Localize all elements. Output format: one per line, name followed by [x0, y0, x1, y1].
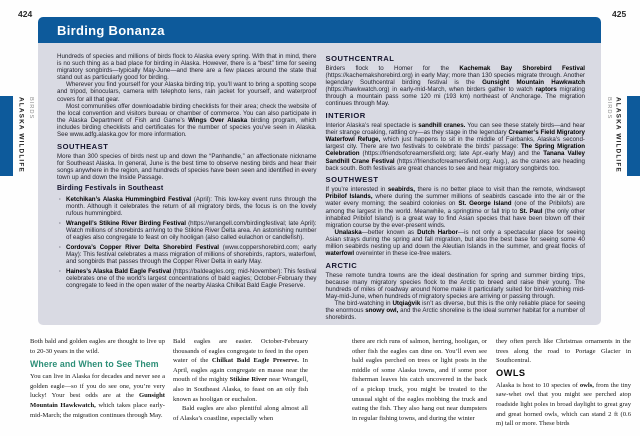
- southwest-heading: SOUTHWEST: [325, 175, 379, 185]
- margin-tab-title-right: ALASKA WILDLIFE: [614, 97, 622, 173]
- bald-eagle-paragraph-1: Bald eagles are easier. October-February thousands of eagles congregate to feed in the open water of the Chilkat Bald Eagle Preserve. In April, eagles again congregate en masse near the mouth of the mighty Stikine River near Wrangell, also in Southeast Alaska, to feast on an oily fish known as hooligan or euchalon.: [173, 338, 308, 403]
- owls-paragraph: Alaska is host to 10 species of owls, from the tiny saw-whet owl that you might see perched atop roadside light poles in broad daylight to great gray and great horned owls, which can stand 2 ft (0.6 m) tall or more. These birds: [496, 381, 632, 428]
- intro-paragraph-1: Hundreds of species and millions of birds flock to Alaska every spring. With that in mind, there is no such thing as a bad place for birding in Alaska. However, there is a “best” time for seeing migratory songbirds—typically May-June—and there are a few places around the state that stand out as particularly good for birding.: [57, 53, 317, 82]
- festival-item-wrangell: · Wrangell’s Stikine River Birding Festival (https://wrangell.com/birdingfestival; late April): Watch millions of shorebirds arriving to the Stikine River Delta area. An astonishing number of eagles also congregate to feast on oily hooligan (also called eulachon or candlefish).: [57, 220, 317, 241]
- festival-list: [57, 196, 317, 290]
- southeast-heading: SOUTHEAST: [57, 141, 109, 151]
- margin-tab-left: [0, 96, 13, 176]
- festival-item-haines: · Haines’s Alaska Bald Eagle Festival (https://baldeagles.org; mid-November): This festival celebrates one of the world’s largest concentrations of bald eagles; October-February they congregate to feed in the open water of the nearby Alaska Chilkat Bald Eagle Preserve.: [57, 268, 317, 289]
- bald-eagle-paragraph-3: there are rich runs of salmon, herring, hooligan, or other fish the eagles can dine on. You’ll even see bald eagles perched on trees or light posts in the middle of some Alaska towns, and if some poor fisherman leaves his catch uncovered in the back of a pickup truck, you might be treated to the unusual sight of the eagles mobbing the truck and eating the fish. They also hang out near dumpsters in regular fishing towns, and during the winter: [352, 338, 487, 422]
- feature-box-header: [38, 17, 601, 43]
- arctic-heading: ARCTIC: [325, 260, 358, 270]
- feature-box-column-right: [326, 53, 586, 320]
- feature-box: [38, 17, 601, 325]
- festival-item-cordova: · Cordova’s Copper River Delta Shorebird Festival (www.coppershorebird.com; early May): This festival celebrates a mass migration of millions of shorebirds, raptors, waterfowl, and songbirds that passes through the Copper River Delta in early May.: [57, 244, 317, 265]
- feature-box-title: Birding Bonanza: [57, 22, 165, 38]
- southcentral-heading: SOUTHCENTRAL: [325, 54, 395, 63]
- portage-glacier-paragraph: they often perch like Christmas ornaments in the trees along the road to Portage Glacier in Southcentral.: [496, 338, 631, 365]
- interior-heading: INTERIOR: [325, 111, 366, 121]
- page-number-left: 424: [18, 9, 33, 19]
- margin-tab-subtitle-right: BIRDS: [605, 97, 612, 120]
- southwest-paragraph-2: Unalaska—better known as Dutch Harbor—is not only a spectacular place for seeing Asian strays during the spring and fall migration, but also the best base for seeing some 40 million seabirds nesting up and down the Aleutian Islands in the summer, and great flocks of waterfowl overwinter in these ice-free waters.: [325, 228, 585, 258]
- bald-eagle-paragraph-2: Bald eagles are also plentiful along almost all of Alaska’s coastline, especially when: [173, 405, 308, 422]
- arctic-paragraph-2: The bird-watching in Utqiaġvik isn’t as diverse, but this is the only reliable place for seeing the enormous snowy owl, and the Arctic shoreline is the ideal summer habitat for a number of shorebirds.: [325, 300, 585, 322]
- where-when-heading: Where and When to See Them: [30, 359, 159, 370]
- article-bottom: [30, 337, 632, 436]
- festival-item-ketchikan: · Ketchikan’s Alaska Hummingbird Festival (April): This low-key event runs through the month. Although it celebrates the return of all migratory birds, the focus is on the lovely rufous hummingbird.: [57, 196, 317, 217]
- southcentral-paragraph: Birders flock to Homer for the Kachemak Bay Shorebird Festival (https://kachemakshorebird.org) in early May; more than 130 species migrate through. Another legendary Southcentral birding festival is the Gunsight Mountain Hawkwatch (https://hawkwatch.org) in early-mid-March, when birders gather to watch raptors migrating through a mountain pass some 120 mi (193 km) northeast of Anchorage. The migration continues through May.: [325, 65, 585, 108]
- article-column-4: [496, 337, 631, 436]
- article-column-2: [173, 337, 308, 436]
- margin-tab-subtitle-left: BIRDS: [27, 97, 34, 120]
- intro-paragraph-3: Most communities offer downloadable birding checklists for their area; check the website of the local convention and visitors bureau or chamber of commerce. You can also participate in the Alaska Department of Fish and Game’s Wings Over Alaska birding program, which includes birding checklists and certificates for the number of species you’ve seen in Alaska. See www.adfg.alaska.gov for more information.: [57, 102, 317, 139]
- article-column-3: [352, 337, 487, 436]
- intro-paragraph-2: Wherever you find yourself for your Alaska birding trip, you’ll want to bring a spotting scope and tripod, binoculars, camera with telephoto lens, rain jacket for yourself, and waterproof covers for all that gear.: [57, 81, 317, 103]
- southeast-paragraph: More than 300 species of birds nest up and down the “Panhandle,” an affectionate nickname for Southeast Alaska. In general, June is the best time to observe nesting birds and hear their songs anywhere in the region, and hundreds of species have been seen and identified in every town up and down the Inside Passage.: [57, 152, 317, 181]
- feature-box-body: [38, 43, 601, 325]
- owls-heading: OWLS: [496, 368, 526, 379]
- eagles-lifespan-paragraph: Both bald and golden eagles are thought to live up to 20-30 years in the wild.: [30, 338, 165, 355]
- golden-eagle-paragraph: You can live in Alaska for decades and never see a golden eagle—so if you do see one, you’re very lucky! Your best odds are at the Gunsight Mountain Hawkwatch, which takes place early-mid-March; the migration continues through May.: [30, 373, 165, 419]
- arctic-paragraph-1: These remote tundra towns are the ideal destination for spring and summer birding trips, because many migratory species flock to the Arctic to breed and raise their young. The hundreds of miles of roadway around Nome make it particularly suited for bird-watching mid-May-mid-June, when hundreds of migratory species are arriving or passing through.: [325, 271, 585, 300]
- festivals-subheading: Birding Festivals in Southeast: [57, 185, 164, 192]
- article-column-1: [30, 337, 165, 436]
- margin-tab-title-left: ALASKA WILDLIFE: [17, 97, 25, 173]
- margin-tab-right: [627, 96, 640, 176]
- southwest-paragraph-1: If you’re interested in seabirds, there is no better place to visit than the remote, windswept Pribilof Islands, where during the summer millions of seabirds cascade into the air or the water every morning; the seabird colonies on St. George Island (one of the Pribilofs) are among the largest in the world. Meanwhile, a springtime or fall trip to St. Paul (the only other inhabited Pribilof Island) is a great way to find Asian species that have been blown off their migration course by the ever-present winds.: [325, 186, 586, 229]
- interior-paragraph: Interior Alaska’s real spectacle is sandhill cranes. You can see these stately birds—and hear their strange croaking, rattling cry—as they stage in the legendary Creamer’s Field Migratory Waterfowl Refuge, which just happens to sit in the middle of Fairbanks, Alaska’s second-largest city. There are two festivals to celebrate the birds’ passage: The Spring Migration Celebration (https://friendsofcreamersfield.org; late Apr.-early May) and the Tanana Valley Sandhill Crane Festival (https://friendsofcreamersfield.org; Aug.), as the cranes are heading back south. Both festivals are great chances to see and hear migratory songbirds too.: [325, 122, 586, 172]
- page-number-right: 425: [612, 9, 627, 19]
- feature-box-column-left: [57, 53, 317, 320]
